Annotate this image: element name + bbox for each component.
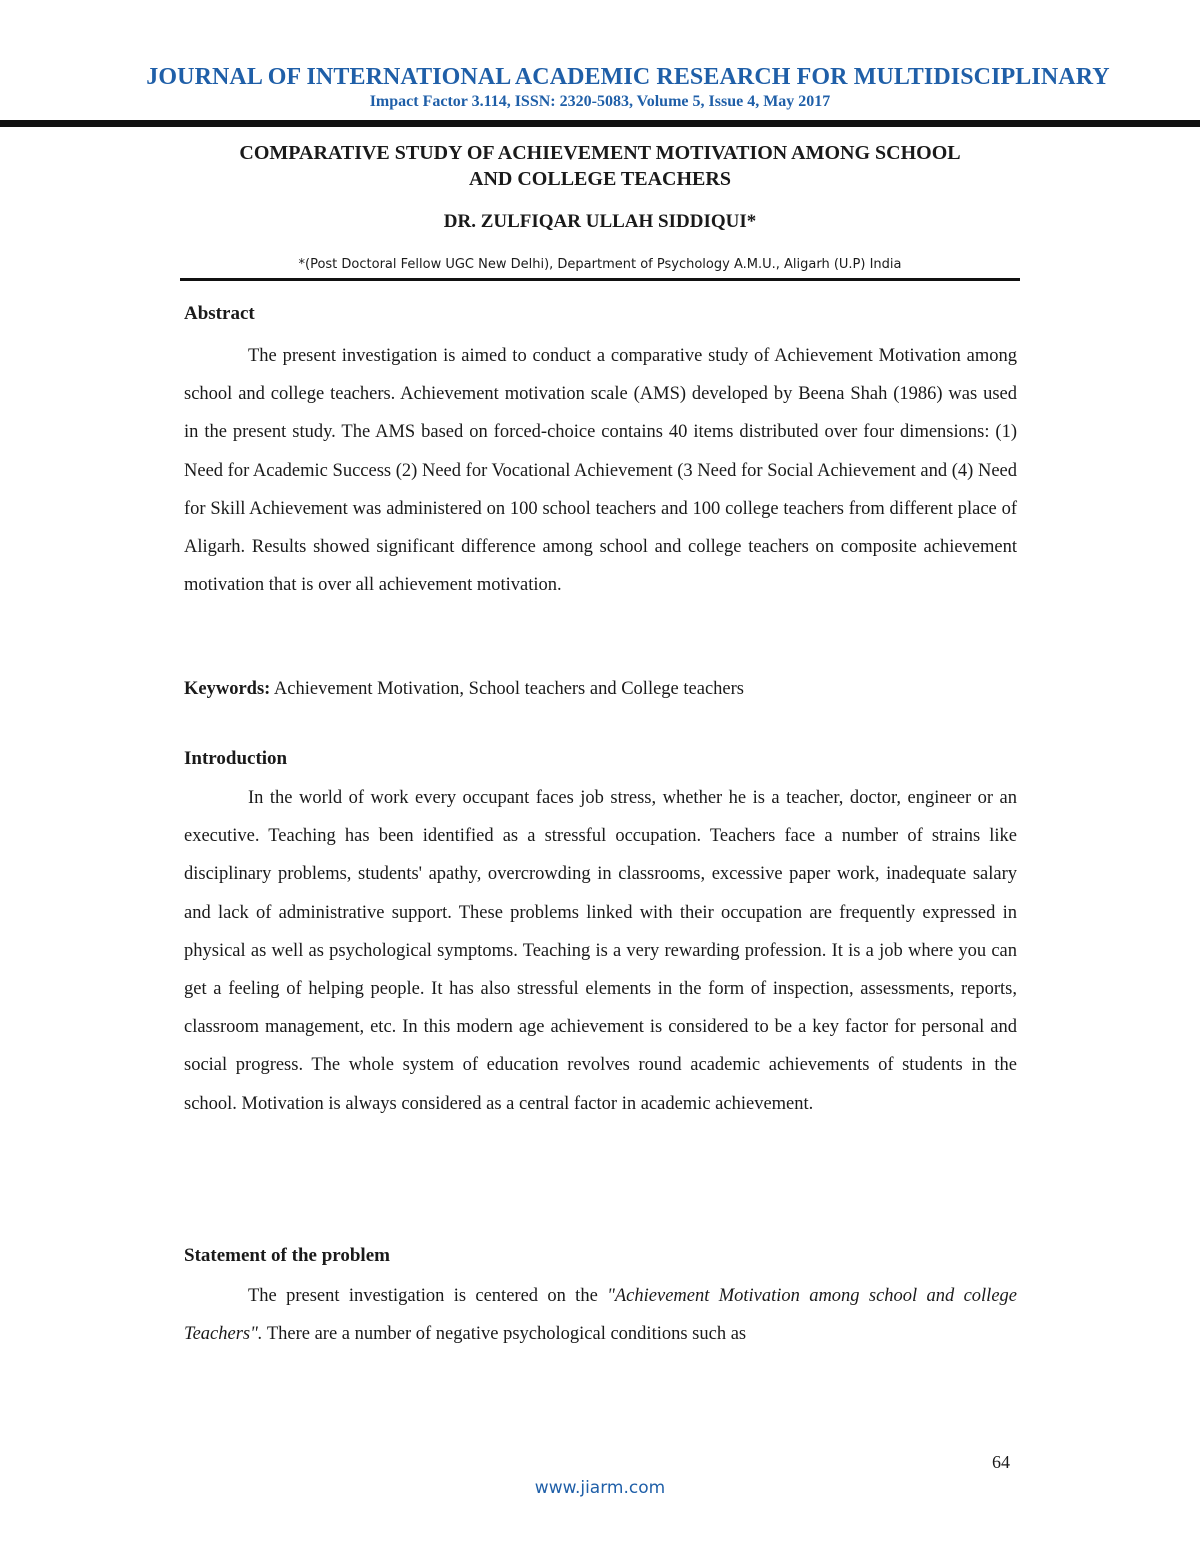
- introduction-heading: Introduction: [184, 748, 288, 769]
- header-rule: [0, 120, 1200, 127]
- statement-text-before: The present investigation is centered on the: [248, 1286, 608, 1306]
- statement-text: [184, 1277, 1017, 1353]
- footer-url[interactable]: www.jiarm.com: [534, 1478, 666, 1498]
- affiliation-rule: [180, 278, 1020, 281]
- journal-meta: Impact Factor 3.114, ISSN: 2320-5083, Volume 5, Issue 4, May 2017: [369, 93, 831, 110]
- paper-title-line1: COMPARATIVE STUDY OF ACHIEVEMENT MOTIVATION AMONG SCHOOL: [239, 142, 961, 164]
- paper-title-line2: AND COLLEGE TEACHERS: [469, 168, 731, 190]
- statement-text-italic: "Achievement Motivation among school and college Teachers".: [184, 1286, 1017, 1345]
- keywords-label: Keywords:: [184, 679, 271, 699]
- statement-heading: Statement of the problem: [184, 1245, 390, 1266]
- abstract-text: The present investigation is aimed to conduct a comparative study of Achievement Motivation among school and college teachers. Achievement motivation scale (AMS) developed by Beena Shah (1986) was used in the present study. The AMS based on forced-choice contains 40 items distributed over four dimensions: (1) Need for Academic Success (2) Need for Vocational Achievement (3 Need for Social Achievement and (4) Need for Skill Achievement was administered on 100 school teachers and 100 college teachers from different place of Aligarh. Results showed significant difference among school and college teachers on composite achievement motivation that is over all achievement motivation.: [184, 346, 1017, 596]
- introduction-text: In the world of work every occupant faces job stress, whether he is a teacher, doctor, engineer or an executive. Teaching has been identified as a stressful occupation. Teachers face a number of strains like disciplinary problems, students' apathy, overcrowding in classrooms, excessive paper work, inadequate salary and lack of administrative support. These problems linked with their occupation are frequently expressed in physical as well as psychological symptoms. Teaching is a very rewarding profession. It is a job where you can get a feeling of helping people. It has also stressful elements in the form of inspection, assessments, reports, classroom management, etc. In this modern age achievement is considered to be a key factor for personal and social progress. The whole system of education revolves round academic achievements of students in the school. Motivation is always considered as a central factor in academic achievement.: [184, 788, 1017, 1114]
- paper-title: [0, 140, 1200, 192]
- statement-text-after: There are a number of negative psychological conditions such as: [262, 1324, 747, 1345]
- keywords: [184, 679, 744, 700]
- journal-name: JOURNAL OF INTERNATIONAL ACADEMIC RESEARCH FOR MULTIDISCIPLINARY: [146, 64, 1110, 90]
- author-name: DR. ZULFIQAR ULLAH SIDDIQUI*: [443, 211, 757, 232]
- keywords-text: Achievement Motivation, School teachers and College teachers: [270, 679, 744, 699]
- page-number: 64: [992, 1452, 1010, 1472]
- abstract-heading: Abstract: [184, 303, 255, 324]
- author-affiliation: *(Post Doctoral Fellow UGC New Delhi), Department of Psychology A.M.U., Aligarh (U.P) India: [298, 257, 902, 272]
